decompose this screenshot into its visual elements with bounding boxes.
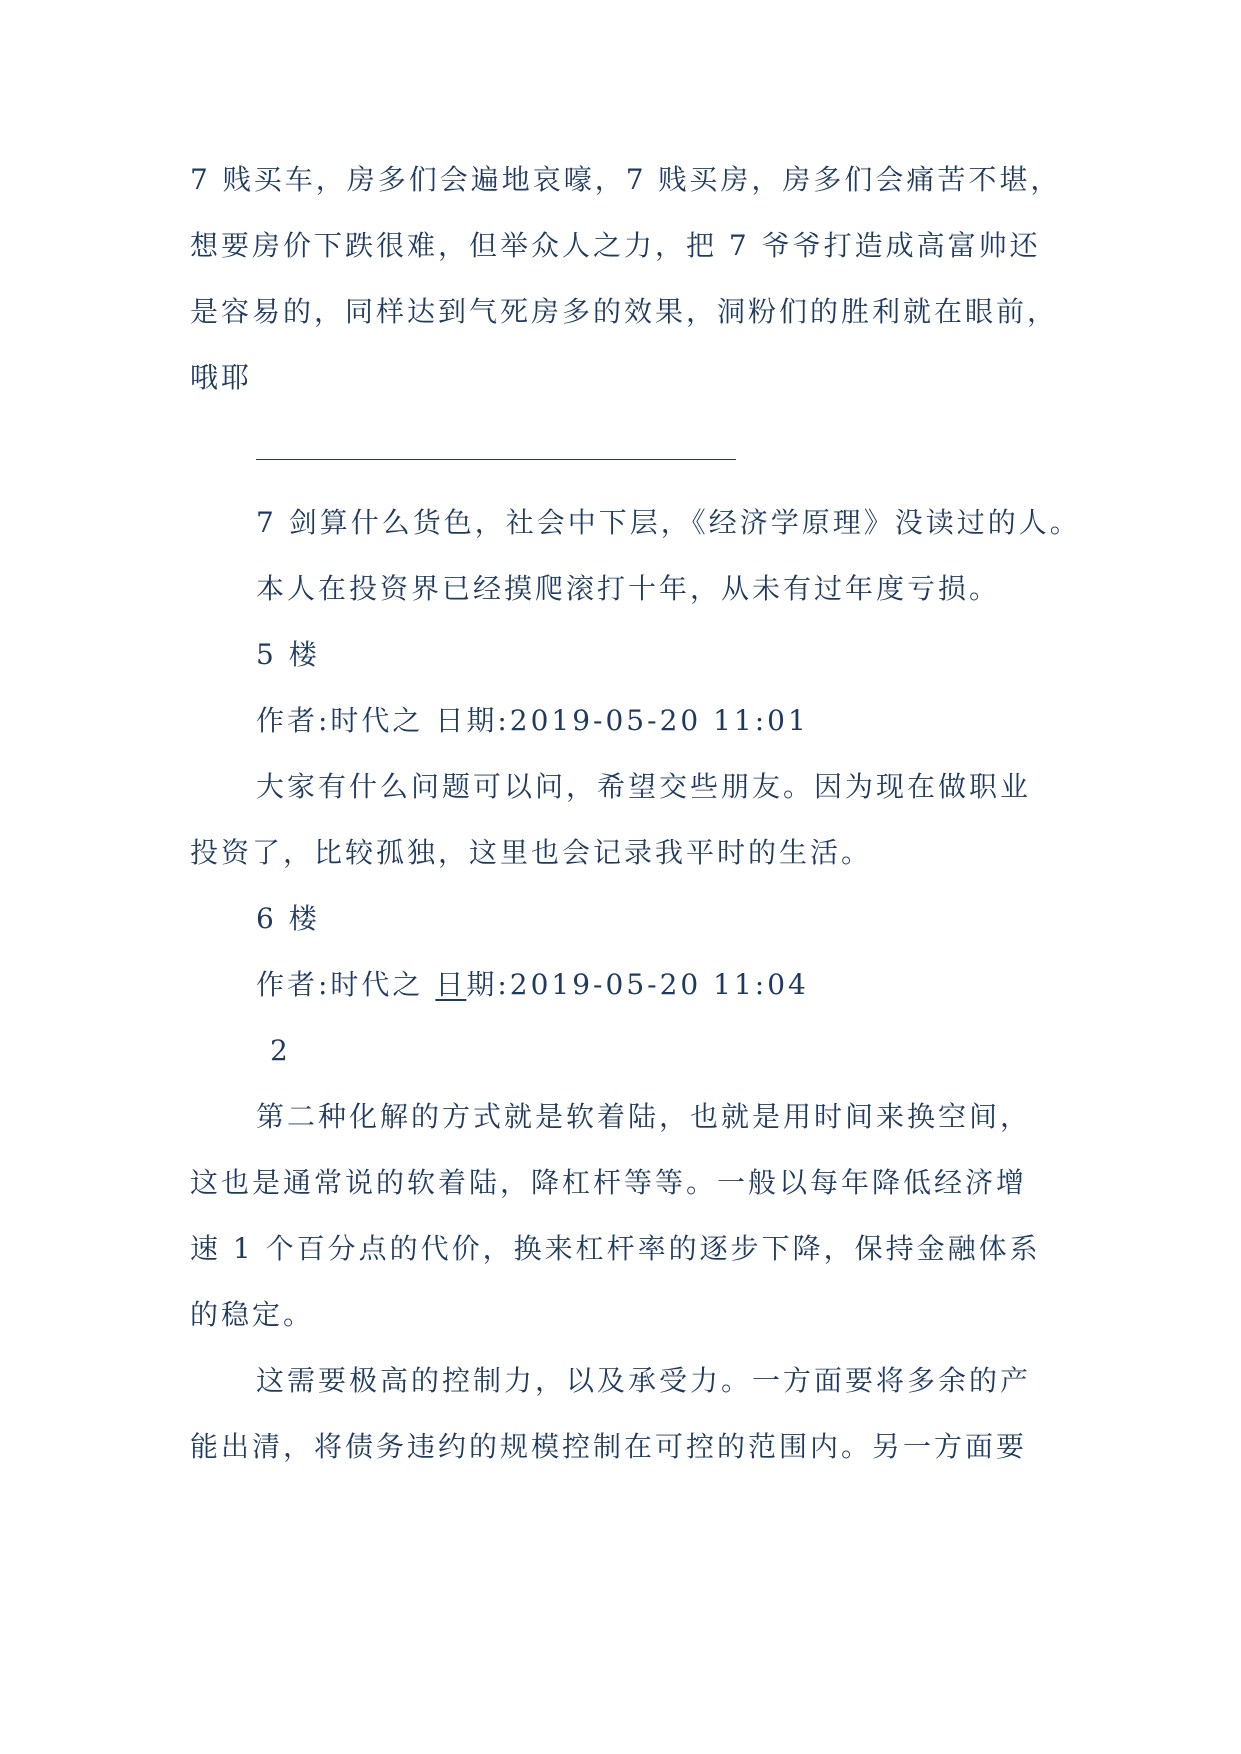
paragraph-line: 第二种化解的方式就是软着陆，也就是用时间来换空间，	[256, 1100, 1032, 1133]
section-number: 2	[270, 1034, 291, 1067]
paragraph-line: 想要房价下跌很难，但举众人之力，把 7 爷爷打造成高富帅还	[190, 229, 1041, 262]
paragraph-line: 的稳定。	[190, 1298, 315, 1331]
post-body-line: 投资了，比较孤独，这里也会记录我平时的生活。	[190, 836, 873, 869]
author-suffix: 期:2019-05-20 11:04	[466, 968, 809, 1001]
quote-line: 本人在投资界已经摸爬滚打十年，从未有过年度亏损。	[256, 572, 1001, 605]
paragraph-line: 速 1 个百分点的代价，换来杠杆率的逐步下降，保持金融体系	[190, 1232, 1041, 1265]
underlined-char: 日	[435, 968, 467, 1001]
paragraph-line: 这也是通常说的软着陆，降杠杆等等。一般以每年降低经济增	[190, 1166, 1028, 1199]
post-body-line: 大家有什么问题可以问，希望交些朋友。因为现在做职业	[256, 770, 1032, 803]
separator-line	[256, 459, 736, 460]
author-prefix: 作者:时代之	[256, 968, 436, 1001]
paragraph-line: 7 贱买车，房多们会遍地哀嚎，7 贱买房，房多们会痛苦不堪，	[190, 163, 1062, 196]
author-date-line	[256, 965, 809, 1005]
floor-label: 6 楼	[256, 902, 320, 935]
author-date-line: 作者:时代之 日期:2019-05-20 11:01	[256, 704, 809, 737]
floor-label: 5 楼	[256, 638, 320, 671]
paragraph-line: 是容易的，同样达到气死房多的效果，洞粉们的胜利就在眼前，	[190, 295, 1059, 328]
paragraph-line: 这需要极高的控制力，以及承受力。一方面要将多余的产	[256, 1364, 1032, 1397]
quote-line: 7 剑算什么货色，社会中下层，《经济学原理》没读过的人。	[256, 506, 1081, 539]
paragraph-line: 哦耶	[190, 361, 253, 394]
paragraph-line: 能出清，将债务违约的规模控制在可控的范围内。另一方面要	[190, 1430, 1028, 1463]
